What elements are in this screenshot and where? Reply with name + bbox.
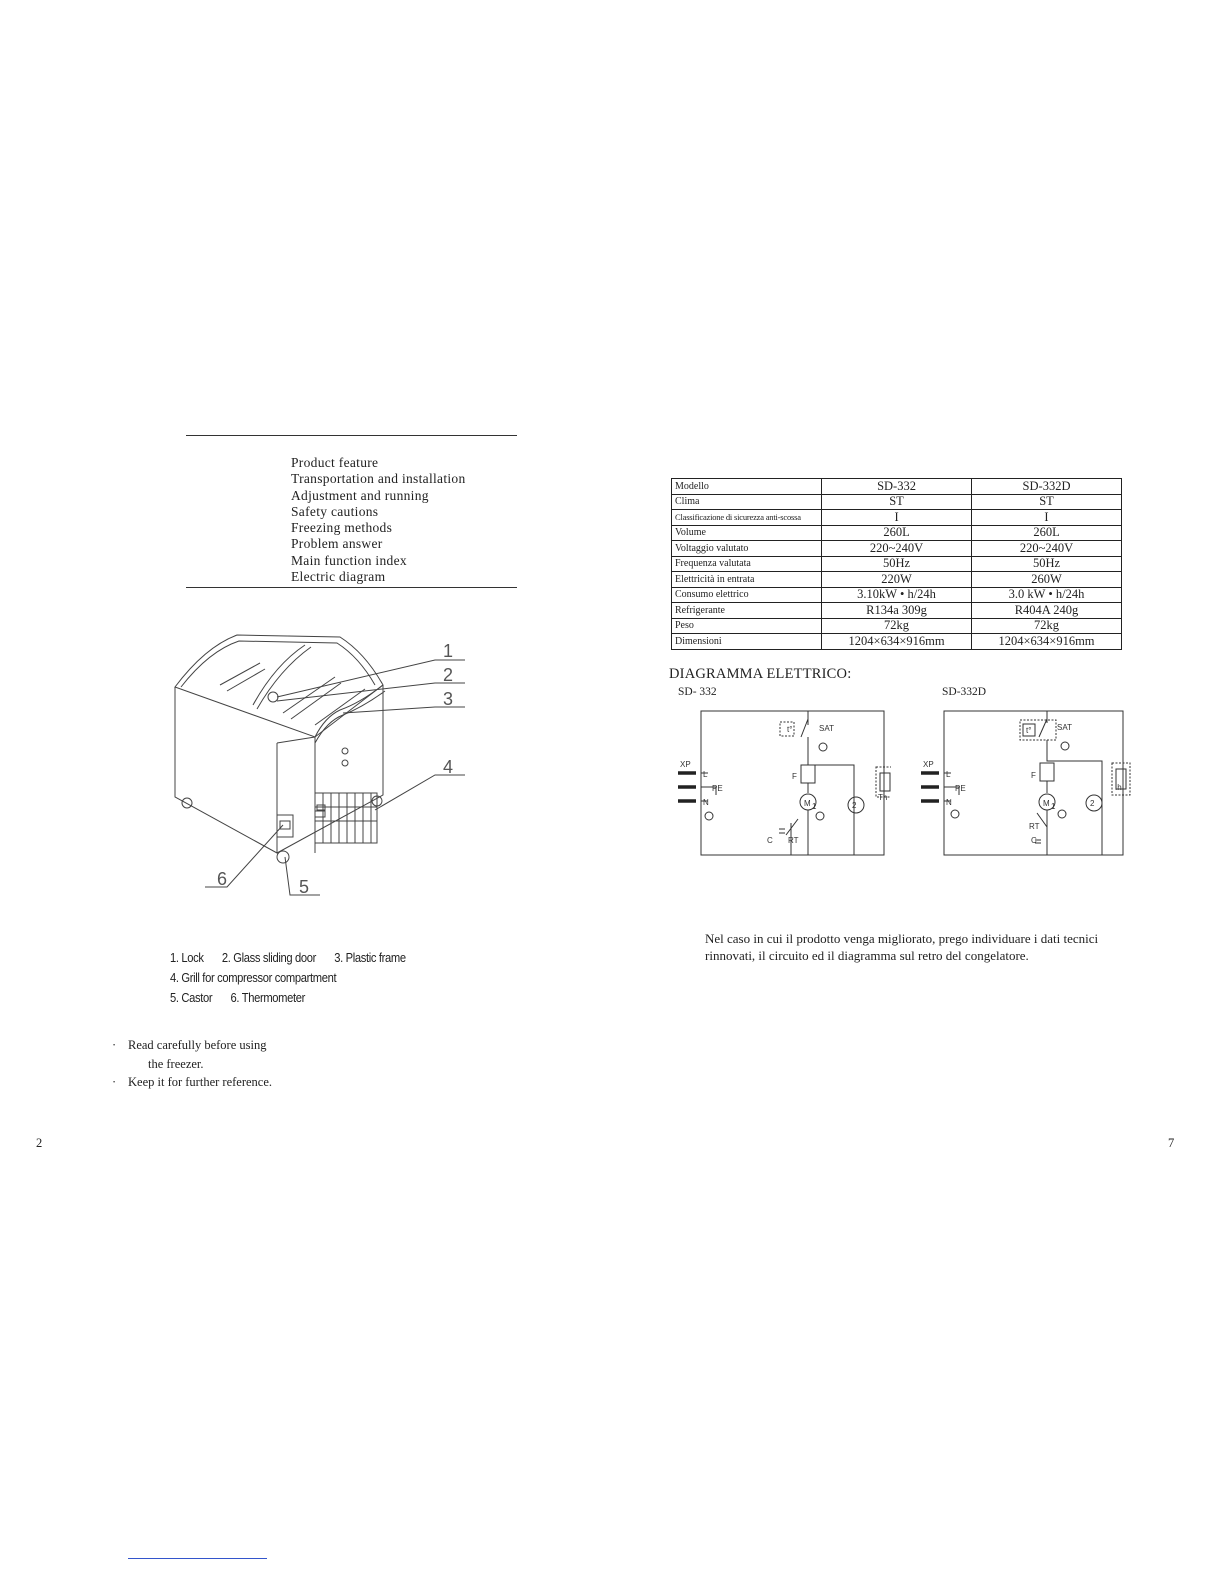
m2-label: 2 [852,801,857,810]
spec-value-sd332d: 3.0 kW • h/24h [972,587,1122,603]
spec-value-sd332d: R404A 240g [972,603,1122,619]
spec-label: Voltaggio valutato [672,541,822,557]
toc-item[interactable]: Main function index [291,552,407,568]
note-read-carefully-cont: the freezer. [148,1056,204,1071]
callout-6: 6 [217,869,228,889]
spec-row [672,510,1122,526]
spec-value-sd332: 72kg [822,618,972,634]
part-castor: 5. Castor [170,990,213,1005]
diagram-model-a-label: SD- 332 [678,686,717,698]
improvement-note-line-2: rinnovati, il circuito ed il diagramma sul retro del congelatore. [705,948,1029,963]
toc-bottom-rule [186,587,517,588]
spec-label: Refrigerante [672,603,822,619]
f-label: F [1031,771,1036,780]
sat-label: SAT [819,724,834,733]
note-read-carefully: · Read carefully before using [112,1036,272,1055]
spec-value-sd332d: 72kg [972,618,1122,634]
spec-value-sd332: 50Hz [822,556,972,572]
spec-value-sd332: 3.10kW • h/24h [822,587,972,603]
spec-row [672,494,1122,510]
spec-row [672,541,1122,557]
improvement-note-line-1: Nel caso in cui il prodotto venga migliorato, prego individuare i dati tecnici [705,931,1099,946]
spec-value-sd332: 260L [822,525,972,541]
m-label: M [804,799,811,808]
parts-caption-line-2: 4. Grill for compressor compartment [170,970,337,985]
spec-value-sd332d: 1204×634×916mm [972,634,1122,650]
toc-item[interactable]: Transportation and installation [291,471,466,487]
spec-label: Clima [672,494,822,510]
freezer-illustration [165,625,475,905]
spec-value-sd332: 1204×634×916mm [822,634,972,650]
xp-label: XP [680,760,691,769]
toc-item[interactable]: Adjustment and running [291,487,429,503]
pe-label: PE [712,784,723,793]
m-label: M [1043,799,1050,808]
t-label: t° [787,725,793,734]
spec-value-sd332: SD-332 [822,479,972,495]
spec-value-sd332: R134a 309g [822,603,972,619]
page-number-left: 2 [36,1136,43,1150]
spec-label: Consumo elettrico [672,587,822,603]
t-label: t° [1026,726,1032,735]
callout-2: 2 [443,665,454,685]
spec-row [672,525,1122,541]
sat-label: SAT [1057,723,1072,732]
electric-diagram-sd332d [917,705,1132,860]
toc-top-rule [186,435,517,436]
pe-label: PE [955,784,966,793]
spec-row [672,618,1122,634]
spec-table [671,478,1122,650]
n-label: N [703,798,709,807]
spec-label: Frequenza valutata [672,556,822,572]
footer-link-underline[interactable] [128,1558,267,1559]
spec-label: Dimensioni [672,634,822,650]
spec-row [672,587,1122,603]
l-label: L [703,770,708,779]
part-lock: 1. Lock [170,950,204,965]
part-thermometer: 6. Thermometer [230,990,306,1005]
spec-row [672,556,1122,572]
spec-value-sd332: ST [822,494,972,510]
table-of-contents [291,455,466,585]
spec-label: Modello [672,479,822,495]
parts-caption-line-1 [170,950,421,965]
spec-value-sd332d: 260W [972,572,1122,588]
m2-label: 2 [1090,799,1095,808]
electric-diagram-sd332 [676,705,891,860]
l-label: L [946,770,951,779]
toc-item[interactable]: Problem answer [291,536,383,552]
part-plastic-frame: 3. Plastic frame [334,950,406,965]
improvement-note [705,930,1098,964]
c-label: C [767,836,773,845]
spec-value-sd332d: 220~240V [972,541,1122,557]
toc-item[interactable]: Product feature [291,455,379,470]
toc-item[interactable]: Freezing methods [291,520,393,536]
xp-label: XP [923,760,934,769]
rt-label: RT [1029,822,1040,831]
spec-value-sd332d: I [972,510,1122,526]
note-keep-reference: · Keep it for further reference. [112,1073,272,1092]
parts-caption-line-3 [170,990,321,1005]
diagram-model-b-label: SD-332D [942,686,987,698]
spec-value-sd332: 220W [822,572,972,588]
spec-value-sd332d: 260L [972,525,1122,541]
diagram-title: DIAGRAMMA ELETTRICO: [669,666,852,682]
m1-label: 1 [1051,802,1056,811]
spec-label: Classificazione di sicurezza anti-scossa [672,510,822,526]
spec-label: Volume [672,525,822,541]
rt-label: RT [788,836,799,845]
callout-4: 4 [443,757,454,777]
n-label: N [946,798,952,807]
spec-label: Elettricità in entrata [672,572,822,588]
callout-1: 1 [443,641,454,661]
c-label: C [1031,836,1037,845]
usage-notes [112,1036,272,1092]
callout-3: 3 [443,689,454,709]
toc-item[interactable]: Electric diagram [291,569,386,585]
spec-label: Peso [672,618,822,634]
spec-value-sd332d: 50Hz [972,556,1122,572]
m1-label: 1 [812,802,817,811]
spec-row [672,479,1122,495]
spec-row [672,572,1122,588]
toc-item[interactable]: Safety cautions [291,503,379,519]
spec-value-sd332: I [822,510,972,526]
page-number-right: 7 [1168,1136,1175,1150]
ih-label: Ih [1115,783,1122,792]
spec-value-sd332d: ST [972,494,1122,510]
part-glass-door: 2. Glass sliding door [221,950,316,965]
spec-row [672,603,1122,619]
f-label: F [792,772,797,781]
spec-value-sd332d: SD-332D [972,479,1122,495]
th-label: Th [878,793,888,802]
spec-row [672,634,1122,650]
spec-value-sd332: 220~240V [822,541,972,557]
callout-5: 5 [299,877,310,897]
